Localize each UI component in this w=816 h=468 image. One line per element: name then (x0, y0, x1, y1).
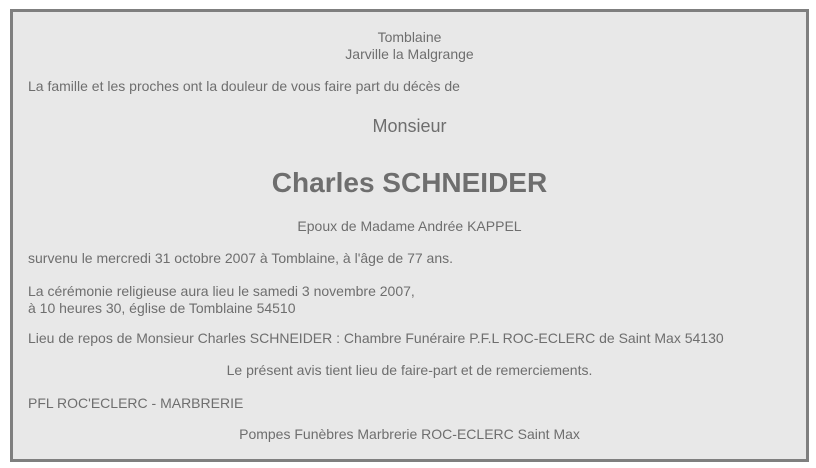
spouse-line: Epoux de Madame Andrée KAPPEL (297, 218, 522, 234)
ceremony-line-2: à 10 heures 30, église de Tomblaine 54510 (28, 300, 296, 316)
town-1: Tomblaine (377, 29, 442, 45)
death-details: survenu le mercredi 31 octobre 2007 à Tomblaine, à l'âge de 77 ans. (28, 250, 454, 266)
rest-place: Lieu de repos de Monsieur Charles SCHNEIDER : Chambre Funéraire P.F.L ROC-ECLERC de Saint Max 54130 (28, 330, 724, 346)
notice-line: Le présent avis tient lieu de faire-part et de remerciements. (226, 362, 593, 378)
civility: Monsieur (372, 116, 447, 136)
deceased-name: Charles SCHNEIDER (271, 167, 548, 198)
intro-text: La famille et les proches ont la douleur de vous faire part du décès de (28, 78, 460, 94)
town-2: Jarville la Malgrange (345, 46, 474, 62)
signature: Pompes Funèbres Marbrerie ROC-ECLERC Saint Max (239, 426, 580, 442)
obituary-notice (10, 9, 809, 462)
company-name: PFL ROC'ECLERC - MARBRERIE (28, 395, 244, 411)
ceremony-line-1: La cérémonie religieuse aura lieu le samedi 3 novembre 2007, (28, 283, 415, 299)
